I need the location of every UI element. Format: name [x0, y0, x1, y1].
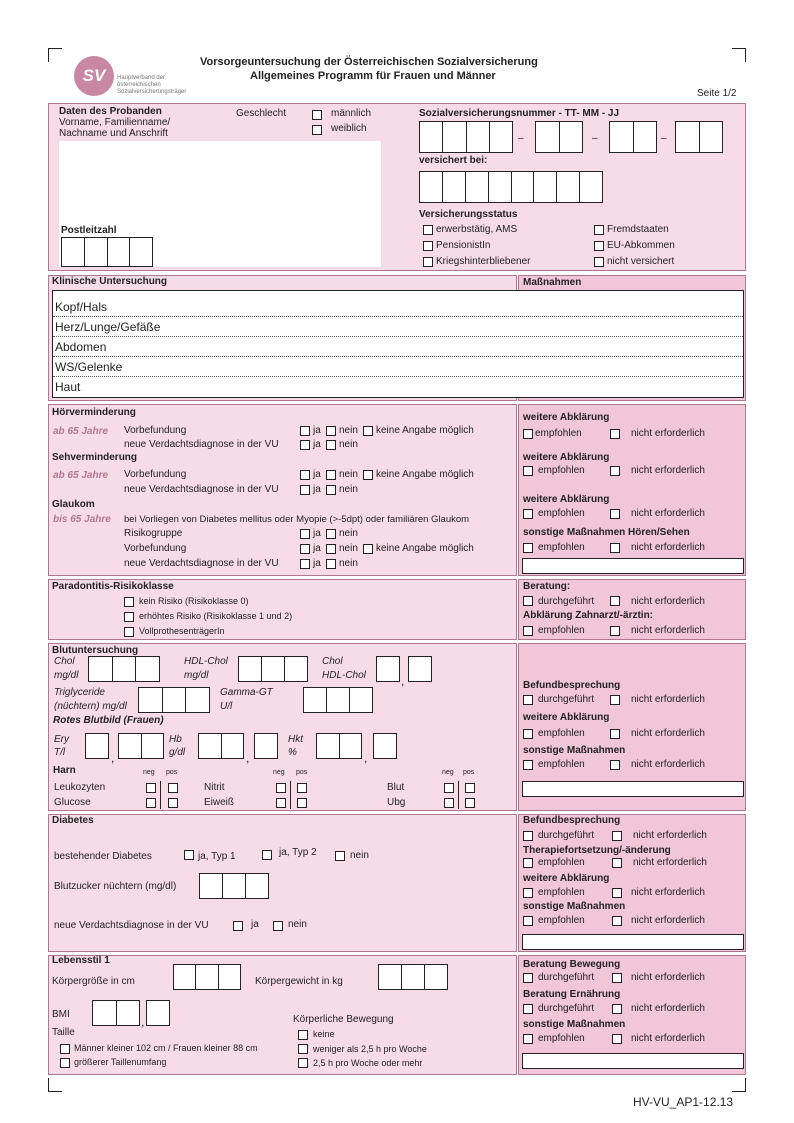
age-label: ab 65 Jahre: [53, 470, 109, 481]
bmi-field-int[interactable]: [92, 1000, 140, 1026]
pos-checkbox[interactable]: [297, 798, 307, 808]
keine-checkbox[interactable]: [363, 426, 373, 436]
recommended-label: empfohlen: [538, 857, 585, 868]
urine-label: Glucose: [54, 797, 91, 808]
new-diag-label: neue Verdachtsdiagnose in der VU: [54, 920, 209, 931]
chol-field[interactable]: [88, 656, 160, 682]
measure-heading: Beratung Ernährung: [523, 989, 621, 1000]
logo-sub: Hauptverband der: [117, 75, 166, 81]
bmi-label: BMI: [52, 1009, 70, 1020]
neg-checkbox[interactable]: [444, 783, 454, 793]
urine-label: Blut: [387, 782, 405, 793]
clinical-row[interactable]: [53, 337, 743, 357]
neg-label: neg: [442, 769, 454, 776]
recommended-label: empfohlen: [538, 915, 585, 926]
measure-heading: sonstige Maßnahmen Hören/Sehen: [523, 527, 690, 538]
status-option: nicht versichert: [607, 256, 675, 267]
not-required-checkbox[interactable]: [612, 888, 622, 898]
measure-heading: weitere Abklärung: [523, 412, 610, 423]
recommended-checkbox[interactable]: [523, 1034, 533, 1044]
age-label: bis 65 Jahre: [53, 514, 111, 525]
recommended-label: empfohlen: [538, 1033, 585, 1044]
recommended-label: empfohlen: [538, 887, 585, 898]
nein-checkbox[interactable]: [273, 921, 283, 931]
type2-checkbox[interactable]: [262, 850, 272, 860]
divider: [290, 781, 291, 809]
not-required-label: nicht erforderlich: [631, 508, 705, 519]
neg-label: neg: [273, 769, 285, 776]
nein-checkbox[interactable]: [335, 851, 345, 861]
new-diag-label: neue Verdachtsdiagnose in der VU: [124, 484, 279, 495]
paro-checkbox[interactable]: [124, 627, 134, 637]
ratio-field-int[interactable]: [376, 656, 400, 682]
hb-label: Hb: [169, 734, 182, 745]
activity-option: weniger als 2,5 h pro Woche: [313, 1044, 427, 1054]
nein-label: nein: [339, 439, 358, 450]
status-option: erwerbstätig, AMS: [436, 224, 518, 235]
measure-heading: sonstige Maßnahmen: [523, 745, 626, 756]
urine-label: Ubg: [387, 797, 406, 808]
svnr-label: Sozialversicherungsnummer - TT- MM - JJ: [419, 108, 620, 119]
weight-label: Körpergewicht in kg: [255, 976, 343, 987]
comma: ,: [111, 751, 115, 765]
insured-label: versichert bei:: [419, 155, 488, 166]
nein-label: nein: [339, 484, 358, 495]
keine-checkbox[interactable]: [363, 470, 373, 480]
nein-checkbox[interactable]: [326, 426, 336, 436]
recommended-label: empfohlen: [535, 428, 582, 439]
nein-label: nein: [339, 425, 358, 436]
blood-heading: Blutuntersuchung: [52, 645, 139, 656]
person-section: [48, 103, 746, 271]
not-required-checkbox[interactable]: [612, 973, 622, 983]
done-checkbox[interactable]: [523, 1004, 533, 1014]
not-required-label: nicht erforderlich: [631, 542, 705, 553]
paro-heading: Paradontitis-Risikoklasse: [52, 581, 174, 592]
recommended-checkbox[interactable]: [523, 466, 533, 476]
status-option: EU-Abkommen: [607, 240, 675, 251]
nein-checkbox[interactable]: [326, 559, 336, 569]
neg-checkbox[interactable]: [444, 798, 454, 808]
urine-label: Eiweiß: [204, 797, 235, 808]
activity-label: Körperliche Bewegung: [293, 1014, 394, 1025]
ja-label: ja: [313, 439, 321, 450]
not-required-label: nicht erforderlich: [633, 830, 707, 841]
ja-label: ja: [313, 425, 321, 436]
comma: ,: [401, 674, 405, 688]
not-required-label: nicht erforderlich: [631, 428, 705, 439]
ery-field-int[interactable]: [85, 733, 109, 759]
waist-option: Männer kleiner 102 cm / Frauen kleiner 88 cm: [74, 1043, 258, 1053]
ja-checkbox[interactable]: [300, 440, 310, 450]
svnr-month-field[interactable]: [609, 121, 657, 153]
postcode-field[interactable]: [61, 237, 153, 267]
urine-heading: Harn: [53, 765, 76, 776]
nein-checkbox[interactable]: [326, 470, 336, 480]
dash: –: [661, 133, 667, 144]
gender-label: Geschlecht: [236, 108, 287, 119]
not-required-label: nicht erforderlich: [631, 915, 705, 926]
unit-label: U/l: [220, 701, 233, 712]
ja-label: ja: [251, 919, 259, 930]
clinical-row-label: Herz/Lunge/Gefäße: [55, 320, 161, 334]
not-required-label: nicht erforderlich: [631, 1033, 705, 1044]
comma: ,: [364, 751, 368, 765]
trig-label: Triglyceride: [54, 687, 105, 698]
measure-heading: Beratung Bewegung: [523, 959, 621, 970]
corner-mark: [48, 48, 62, 62]
ja-checkbox[interactable]: [300, 485, 310, 495]
hb-field-dec[interactable]: [254, 733, 278, 759]
male-label: männlich: [331, 108, 372, 119]
measure-heading: Abklärung Zahnarzt/-ärztin:: [523, 610, 654, 621]
logo-text: SV: [82, 66, 106, 85]
logo-sub: österreichischen: [117, 82, 161, 88]
lifestyle-heading: Lebensstil 1: [52, 955, 110, 966]
clinical-heading: Klinische Untersuchung: [52, 276, 168, 287]
recommended-checkbox[interactable]: [523, 509, 533, 519]
recommended-checkbox[interactable]: [523, 729, 533, 739]
not-required-label: nicht erforderlich: [631, 625, 705, 636]
dash: –: [592, 133, 598, 144]
nein-label: nein: [339, 558, 358, 569]
corner-mark: [732, 48, 746, 62]
type2-label: ja, Typ 2: [279, 847, 317, 858]
ratio-label: Chol: [322, 656, 343, 667]
not-required-label: nicht erforderlich: [631, 694, 705, 705]
hearing-heading: Hörverminderung: [52, 407, 136, 418]
hkt-label: Hkt: [288, 734, 303, 745]
corner-mark: [732, 1078, 746, 1092]
comma: ,: [246, 751, 250, 765]
diabetes-heading: Diabetes: [52, 815, 94, 826]
postcode-label: Postleitzahl: [61, 225, 117, 236]
keine-label: keine Angabe möglich: [376, 543, 474, 554]
pos-checkbox[interactable]: [168, 798, 178, 808]
rbb-heading: Rotes Blutbild (Frauen): [53, 715, 164, 726]
person-label: Nachname und Anschrift: [59, 128, 168, 139]
hdl-field[interactable]: [238, 656, 308, 682]
pos-checkbox[interactable]: [465, 783, 475, 793]
hb-unit: g/dl: [169, 747, 186, 758]
not-required-checkbox[interactable]: [610, 729, 620, 739]
measure-heading: weitere Abklärung: [523, 873, 610, 884]
status-heading: Versicherungsstatus: [419, 209, 518, 220]
hkt-unit: %: [288, 747, 297, 758]
neg-checkbox[interactable]: [276, 783, 286, 793]
hb-field-int[interactable]: [198, 733, 244, 759]
hkt-field-int[interactable]: [316, 733, 362, 759]
recommended-label: empfohlen: [538, 759, 585, 770]
pos-label: pos: [463, 769, 475, 776]
status-option: PensionistIn: [436, 240, 491, 251]
person-label: Vorname, Familienname/: [59, 117, 171, 128]
activity-checkbox[interactable]: [298, 1030, 308, 1040]
measure-heading: weitere Abklärung: [523, 452, 610, 463]
svnr-year-field[interactable]: [675, 121, 723, 153]
pos-checkbox[interactable]: [168, 783, 178, 793]
not-required-checkbox[interactable]: [610, 509, 620, 519]
type1-label: ja, Typ 1: [198, 851, 236, 862]
measure-heading: sonstige Maßnahmen: [523, 901, 626, 912]
done-label: durchgeführt: [538, 830, 595, 841]
not-required-checkbox[interactable]: [610, 429, 620, 439]
neg-label: neg: [143, 769, 155, 776]
recommended-checkbox[interactable]: [523, 626, 533, 636]
ggt-label: Gamma-GT: [220, 687, 273, 698]
bmi-field-dec[interactable]: [146, 1000, 170, 1026]
not-required-checkbox[interactable]: [610, 543, 620, 553]
recommended-label: empfohlen: [538, 728, 585, 739]
keine-label: keine Angabe möglich: [376, 469, 474, 480]
ja-checkbox[interactable]: [300, 426, 310, 436]
pos-checkbox[interactable]: [297, 783, 307, 793]
urine-label: Nitrit: [204, 782, 225, 793]
activity-checkbox[interactable]: [298, 1058, 308, 1068]
nein-checkbox[interactable]: [326, 440, 336, 450]
activity-option: 2,5 h pro Woche oder mehr: [313, 1058, 423, 1068]
sv-logo: [74, 56, 114, 96]
trig-field[interactable]: [138, 687, 210, 713]
vision-heading: Sehverminderung: [52, 452, 138, 463]
logo-sub: Sozialversicherungsträger: [117, 89, 187, 95]
not-required-label: nicht erforderlich: [631, 759, 705, 770]
prior-label: Vorbefundung: [124, 469, 187, 480]
activity-checkbox[interactable]: [298, 1044, 308, 1054]
clinical-row-label: WS/Gelenke: [55, 360, 123, 374]
neg-checkbox[interactable]: [146, 798, 156, 808]
trig-unit-label: (nüchtern) mg/dl: [54, 701, 127, 712]
nein-label: nein: [339, 543, 358, 554]
height-field[interactable]: [173, 964, 241, 990]
status-checkbox[interactable]: [423, 241, 433, 251]
waist-checkbox[interactable]: [60, 1058, 70, 1068]
neg-checkbox[interactable]: [146, 783, 156, 793]
status-checkbox[interactable]: [594, 241, 604, 251]
neg-checkbox[interactable]: [276, 798, 286, 808]
recommended-checkbox[interactable]: [523, 429, 533, 439]
ggt-field[interactable]: [303, 687, 373, 713]
measures-heading: Maßnahmen: [523, 277, 582, 288]
ja-checkbox[interactable]: [300, 470, 310, 480]
not-required-checkbox[interactable]: [612, 1004, 622, 1014]
done-label: durchgeführt: [538, 694, 595, 705]
comma: ,: [141, 1015, 145, 1029]
not-required-label: nicht erforderlich: [631, 887, 705, 898]
ratio-label: HDL-Chol: [322, 670, 366, 681]
other-measures-field[interactable]: [522, 934, 744, 950]
ery-label: Ery: [54, 734, 69, 745]
ja-label: ja: [313, 543, 321, 554]
nein-label: nein: [339, 469, 358, 480]
svnr-field[interactable]: [419, 121, 513, 153]
ja-label: ja: [313, 558, 321, 569]
paro-option: kein Risiko (Risikoklasse 0): [139, 596, 249, 606]
not-required-checkbox[interactable]: [612, 858, 622, 868]
not-required-checkbox[interactable]: [610, 760, 620, 770]
status-option: Kriegshinterbliebener: [436, 256, 531, 267]
nein-checkbox[interactable]: [326, 529, 336, 539]
not-required-label: nicht erforderlich: [631, 972, 705, 983]
ja-label: ja: [313, 469, 321, 480]
hkt-field-dec[interactable]: [373, 733, 397, 759]
male-checkbox[interactable]: [312, 110, 322, 120]
not-required-label: nicht erforderlich: [631, 596, 705, 607]
pos-label: pos: [296, 769, 308, 776]
unit-label: mg/dl: [184, 670, 209, 681]
pos-checkbox[interactable]: [465, 798, 475, 808]
page-number: Seite 1/2: [697, 88, 737, 99]
ja-checkbox[interactable]: [233, 921, 243, 931]
other-measures-field[interactable]: [522, 1053, 744, 1069]
status-checkbox[interactable]: [423, 225, 433, 235]
existing-label: bestehender Diabetes: [54, 851, 152, 862]
nein-label: nein: [350, 850, 369, 861]
not-required-checkbox[interactable]: [612, 916, 622, 926]
keine-label: keine Angabe möglich: [376, 425, 474, 436]
person-heading: Daten des Probanden: [59, 106, 162, 117]
status-checkbox[interactable]: [423, 257, 433, 267]
recommended-label: empfohlen: [538, 625, 585, 636]
clinical-row[interactable]: [53, 377, 743, 397]
waist-label: Taille: [52, 1027, 75, 1038]
status-checkbox[interactable]: [594, 257, 604, 267]
page-subtitle: Allgemeines Programm für Frauen und Männer: [250, 70, 496, 82]
height-label: Körpergröße in cm: [52, 976, 135, 987]
divider: [160, 781, 161, 809]
done-label: durchgeführt: [538, 1003, 595, 1014]
clinical-row-label: Haut: [55, 380, 81, 394]
ja-checkbox[interactable]: [300, 559, 310, 569]
status-option: Fremdstaaten: [607, 224, 669, 235]
glaucoma-text: bei Vorliegen von Diabetes mellitus oder Myopie (>-5dpt) oder familiären Glaukom: [124, 514, 470, 525]
insured-field[interactable]: [419, 171, 603, 203]
recommended-label: empfohlen: [538, 465, 585, 476]
nein-label: nein: [339, 528, 358, 539]
activity-option: keine: [313, 1029, 335, 1039]
chol-label: Chol: [54, 656, 75, 667]
paro-option: VollprothesenträgerIn: [139, 626, 225, 636]
recommended-checkbox[interactable]: [523, 858, 533, 868]
measure-heading: Befundbesprechung: [523, 680, 621, 691]
recommended-checkbox[interactable]: [523, 916, 533, 926]
other-measures-field[interactable]: [522, 781, 744, 797]
ja-checkbox[interactable]: [300, 544, 310, 554]
measure-heading: Beratung:: [523, 581, 571, 592]
not-required-label: nicht erforderlich: [633, 857, 707, 868]
recommended-checkbox[interactable]: [523, 888, 533, 898]
clinical-row[interactable]: [53, 317, 743, 337]
clinical-row[interactable]: [53, 357, 743, 377]
female-label: weiblich: [331, 123, 367, 134]
paro-option: erhöhtes Risiko (Risikoklasse 1 und 2): [139, 611, 293, 621]
paro-checkbox[interactable]: [124, 597, 134, 607]
keine-checkbox[interactable]: [363, 544, 373, 554]
not-required-checkbox[interactable]: [610, 695, 620, 705]
prior-label: Vorbefundung: [124, 543, 187, 554]
recommended-checkbox[interactable]: [523, 760, 533, 770]
clinical-row-label: Abdomen: [55, 340, 107, 354]
prior-label: Vorbefundung: [124, 425, 187, 436]
not-required-label: nicht erforderlich: [631, 728, 705, 739]
corner-mark: [48, 1078, 62, 1092]
not-required-checkbox[interactable]: [610, 626, 620, 636]
hdl-label: HDL-Chol: [184, 656, 228, 667]
dash: –: [518, 133, 524, 144]
done-checkbox[interactable]: [523, 831, 533, 841]
not-required-checkbox[interactable]: [612, 1034, 622, 1044]
recommended-label: empfohlen: [538, 508, 585, 519]
done-checkbox[interactable]: [523, 596, 533, 606]
measure-heading: weitere Abklärung: [523, 712, 610, 723]
female-checkbox[interactable]: [312, 125, 322, 135]
recommended-label: empfohlen: [538, 542, 585, 553]
done-checkbox[interactable]: [523, 973, 533, 983]
ja-checkbox[interactable]: [300, 529, 310, 539]
nein-checkbox[interactable]: [326, 485, 336, 495]
ja-label: ja: [313, 528, 321, 539]
svnr-day-field[interactable]: [535, 121, 583, 153]
paro-checkbox[interactable]: [124, 612, 134, 622]
measure-heading: weitere Abklärung: [523, 494, 610, 505]
clinical-row[interactable]: [53, 297, 743, 317]
new-diag-label: neue Verdachtsdiagnose in der VU: [124, 558, 279, 569]
waist-checkbox[interactable]: [60, 1044, 70, 1054]
not-required-checkbox[interactable]: [610, 466, 620, 476]
type1-checkbox[interactable]: [184, 850, 194, 860]
measure-heading: Befundbesprechung: [523, 815, 621, 826]
pos-label: pos: [166, 769, 178, 776]
done-checkbox[interactable]: [523, 695, 533, 705]
form-code: HV-VU_AP1-12.13: [633, 1095, 734, 1109]
done-label: durchgeführt: [538, 972, 595, 983]
not-required-label: nicht erforderlich: [631, 1003, 705, 1014]
measure-heading: sonstige Maßnahmen: [523, 1019, 626, 1030]
weight-field[interactable]: [378, 964, 448, 990]
waist-option: größerer Taillenumfang: [74, 1057, 167, 1067]
clinical-table: [52, 290, 744, 398]
nein-checkbox[interactable]: [326, 544, 336, 554]
urine-label: Leukozyten: [54, 782, 106, 793]
divider: [458, 781, 459, 809]
risk-group-label: Risikogruppe: [124, 528, 183, 539]
clinical-row-label: Kopf/Hals: [55, 300, 108, 314]
not-required-label: nicht erforderlich: [631, 465, 705, 476]
new-diag-label: neue Verdachtsdiagnose in der VU: [124, 439, 279, 450]
not-required-checkbox[interactable]: [612, 831, 622, 841]
not-required-checkbox[interactable]: [610, 596, 620, 606]
done-label: durchgeführt: [538, 596, 595, 607]
unit-label: mg/dl: [54, 670, 79, 681]
fasting-label: Blutzucker nüchtern (mg/dl): [54, 881, 177, 892]
glaucoma-heading: Glaukom: [52, 499, 95, 510]
status-checkbox[interactable]: [594, 225, 604, 235]
recommended-checkbox[interactable]: [523, 543, 533, 553]
ja-label: ja: [313, 484, 321, 495]
age-label: ab 65 Jahre: [53, 426, 109, 437]
fasting-field[interactable]: [199, 873, 269, 899]
nein-label: nein: [288, 919, 307, 930]
ery-unit: T/l: [54, 747, 66, 758]
measure-heading: Therapiefortsetzung/-änderung: [523, 845, 671, 856]
page-title: Vorsorgeuntersuchung der Österreichischen Sozialversicherung: [200, 56, 538, 68]
ery-field-dec[interactable]: [118, 733, 164, 759]
other-measures-field[interactable]: [522, 558, 744, 574]
ratio-field-dec[interactable]: [408, 656, 432, 682]
